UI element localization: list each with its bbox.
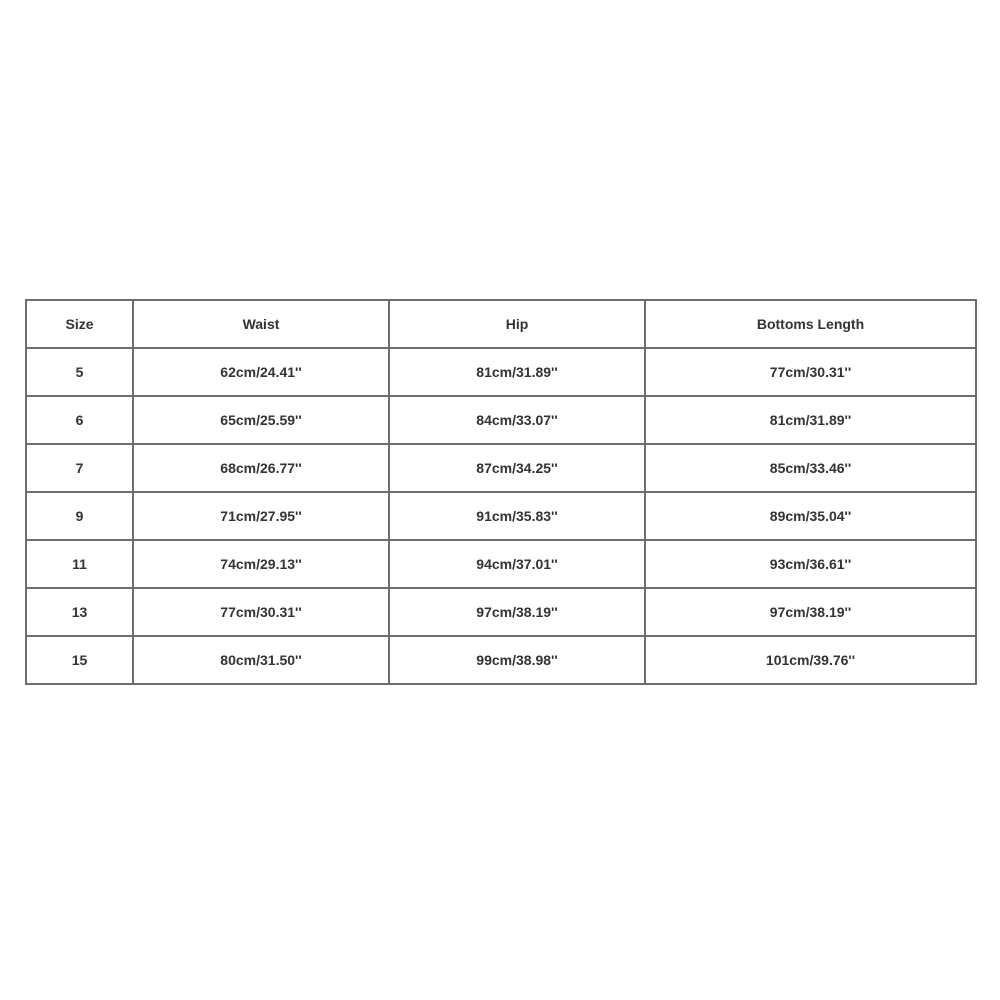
cell-bottoms-length: 101cm/39.76'' bbox=[645, 636, 976, 684]
cell-size: 11 bbox=[26, 540, 133, 588]
table-row bbox=[26, 444, 976, 492]
cell-hip: 81cm/31.89'' bbox=[389, 348, 645, 396]
header-bottoms-length: Bottoms Length bbox=[645, 300, 976, 348]
cell-size: 13 bbox=[26, 588, 133, 636]
cell-hip: 94cm/37.01'' bbox=[389, 540, 645, 588]
cell-hip: 87cm/34.25'' bbox=[389, 444, 645, 492]
cell-size: 7 bbox=[26, 444, 133, 492]
table-row bbox=[26, 396, 976, 444]
size-chart-table bbox=[25, 299, 977, 685]
table-row bbox=[26, 588, 976, 636]
header-hip: Hip bbox=[389, 300, 645, 348]
cell-waist: 68cm/26.77'' bbox=[133, 444, 389, 492]
cell-waist: 71cm/27.95'' bbox=[133, 492, 389, 540]
cell-hip: 97cm/38.19'' bbox=[389, 588, 645, 636]
cell-bottoms-length: 85cm/33.46'' bbox=[645, 444, 976, 492]
table-row bbox=[26, 540, 976, 588]
table-row bbox=[26, 348, 976, 396]
cell-waist: 77cm/30.31'' bbox=[133, 588, 389, 636]
header-row bbox=[26, 300, 976, 348]
cell-bottoms-length: 97cm/38.19'' bbox=[645, 588, 976, 636]
cell-hip: 99cm/38.98'' bbox=[389, 636, 645, 684]
cell-size: 6 bbox=[26, 396, 133, 444]
cell-waist: 62cm/24.41'' bbox=[133, 348, 389, 396]
cell-hip: 84cm/33.07'' bbox=[389, 396, 645, 444]
header-waist: Waist bbox=[133, 300, 389, 348]
cell-bottoms-length: 77cm/30.31'' bbox=[645, 348, 976, 396]
cell-waist: 65cm/25.59'' bbox=[133, 396, 389, 444]
cell-waist: 80cm/31.50'' bbox=[133, 636, 389, 684]
cell-bottoms-length: 81cm/31.89'' bbox=[645, 396, 976, 444]
cell-bottoms-length: 89cm/35.04'' bbox=[645, 492, 976, 540]
cell-hip: 91cm/35.83'' bbox=[389, 492, 645, 540]
header-size: Size bbox=[26, 300, 133, 348]
cell-waist: 74cm/29.13'' bbox=[133, 540, 389, 588]
cell-size: 5 bbox=[26, 348, 133, 396]
cell-bottoms-length: 93cm/36.61'' bbox=[645, 540, 976, 588]
cell-size: 9 bbox=[26, 492, 133, 540]
cell-size: 15 bbox=[26, 636, 133, 684]
table-row bbox=[26, 636, 976, 684]
table-row bbox=[26, 492, 976, 540]
